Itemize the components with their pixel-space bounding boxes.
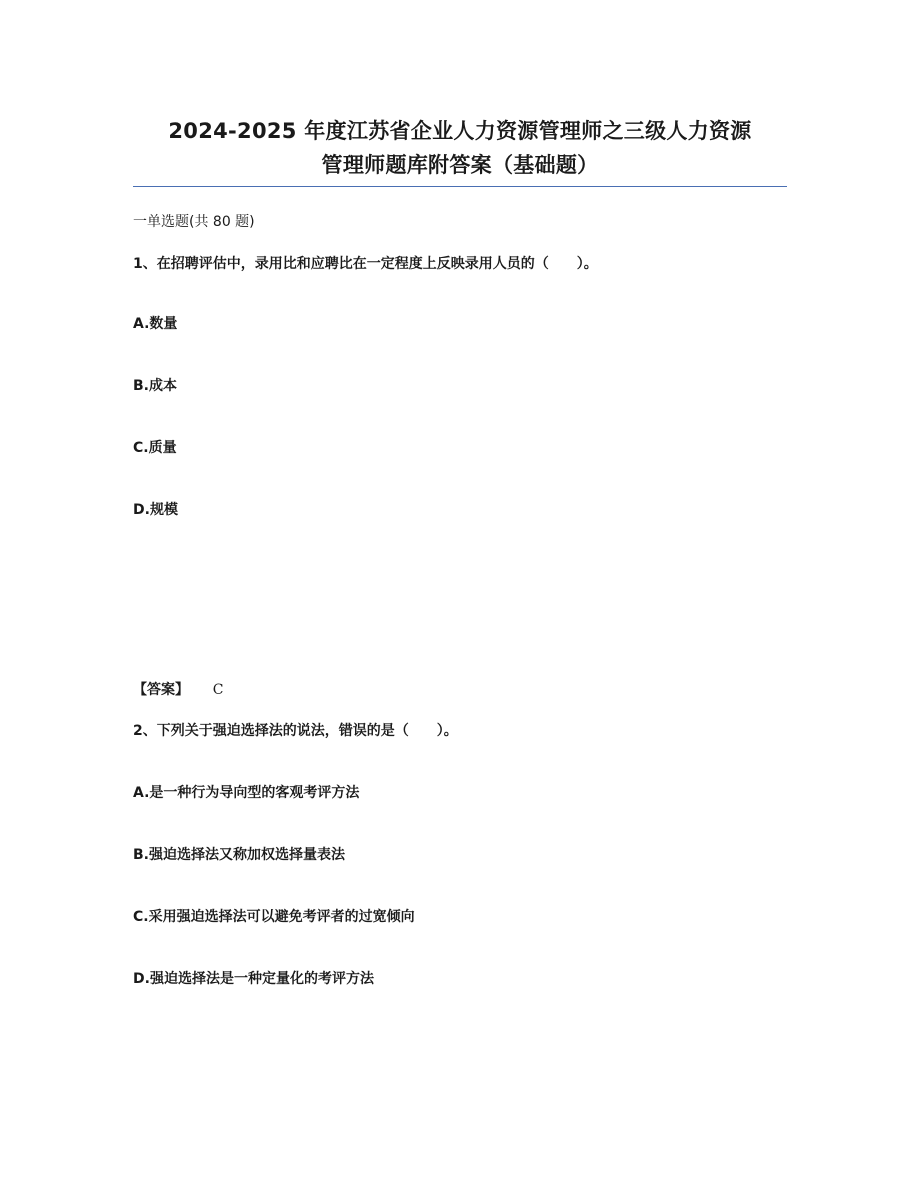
answer-label: 【答案】 [133,682,189,698]
question-2-option-c: C.采用强迫选择法可以避免考评者的过宽倾向 [133,909,415,925]
title-line-1: 2024-2025 年度江苏省企业人力资源管理师之三级人力资源 [168,119,752,143]
question-1-option-b: B.成本 [133,378,177,394]
question-1-option-c: C.质量 [133,440,177,456]
question-2-option-d: D.强迫选择法是一种定量化的考评方法 [133,971,374,987]
section-header: 一单选题(共 80 题) [133,214,255,230]
document-title [120,114,800,182]
question-2-stem: 2、下列关于强迫选择法的说法，错误的是（ ）。 [133,723,458,739]
question-1-answer [133,680,223,700]
question-1-option-d: D.规模 [133,502,178,518]
question-1-stem: 1、在招聘评估中，录用比和应聘比在一定程度上反映录用人员的（ ）。 [133,256,598,272]
title-divider [133,186,787,187]
question-2-option-b: B.强迫选择法又称加权选择量表法 [133,847,345,863]
question-2-option-a: A.是一种行为导向型的客观考评方法 [133,785,360,801]
title-line-2: 管理师题库附答案（基础题） [321,153,599,177]
answer-value: C [212,682,224,698]
question-1-option-a: A.数量 [133,316,178,332]
